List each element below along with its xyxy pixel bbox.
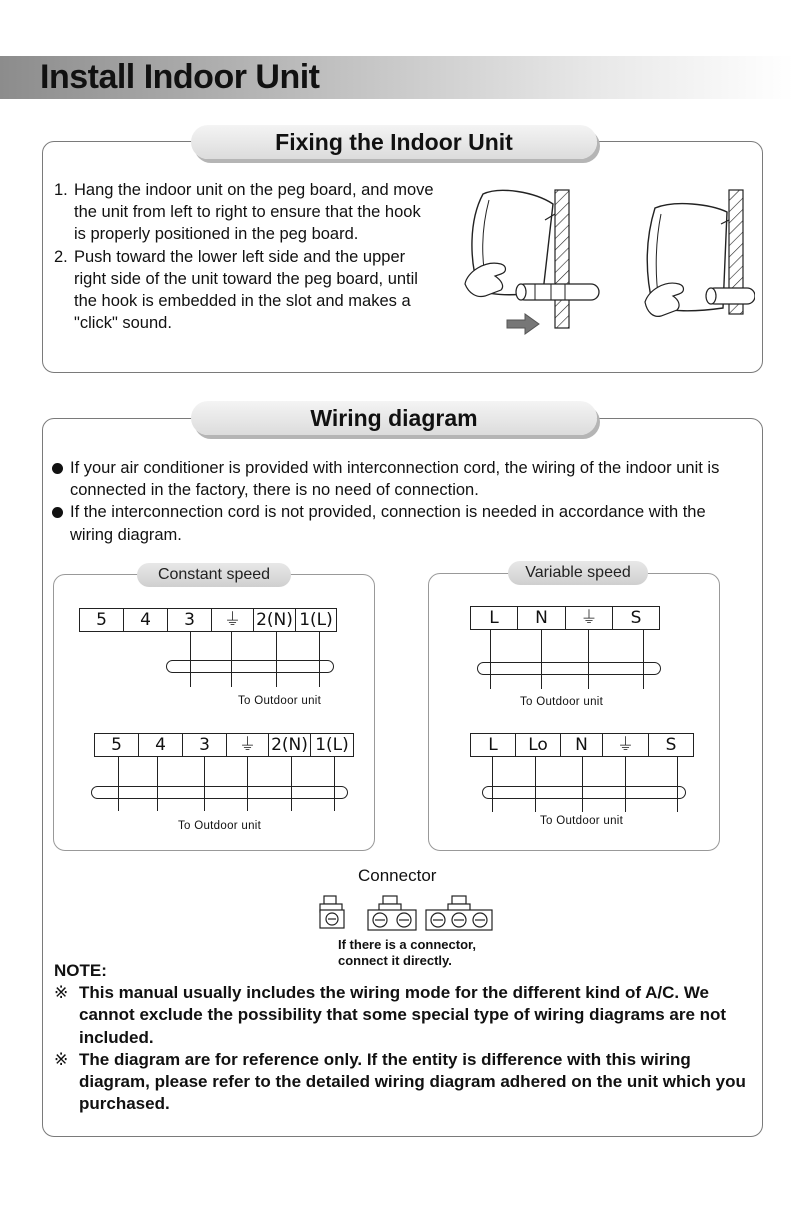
terminal-3: 3: [168, 609, 212, 631]
terminal-2n: 2(N): [269, 734, 311, 756]
installation-illustration: [455, 180, 755, 340]
terminal-block-constant-2: [94, 733, 354, 757]
bullet-dot: [52, 507, 63, 518]
unit-illustration-right: [645, 190, 755, 316]
single-connector-icon: [320, 896, 344, 928]
wire: [247, 757, 248, 811]
double-connector-icon: [368, 896, 416, 930]
step-item: [54, 246, 434, 335]
note-heading: NOTE:: [54, 961, 107, 980]
wire: [582, 757, 583, 812]
outdoor-unit-caption: To Outdoor unit: [520, 696, 604, 708]
step-number: 2.: [54, 247, 68, 266]
constant-speed-label: Constant speed: [137, 563, 291, 587]
wire: [334, 757, 335, 811]
wire: [276, 632, 277, 687]
wire: [231, 632, 232, 687]
terminal-n: N: [518, 607, 566, 629]
connector-note-line: connect it directly.: [338, 953, 452, 968]
note-text: The diagram are for reference only. If the entity is difference with this wiring diagram, please refer to the detailed wiring diagram adhered on the unit which you purchased.: [79, 1049, 746, 1114]
connector-note-line: If there is a connector,: [338, 937, 476, 952]
note-item: [54, 1049, 754, 1116]
wire: [190, 632, 191, 687]
wire: [535, 757, 536, 812]
wire-harness: [477, 662, 661, 675]
terminal-l: L: [471, 734, 516, 756]
wire: [291, 757, 292, 811]
fixing-heading: Fixing the Indoor Unit: [191, 125, 597, 159]
bullet-text: If your air conditioner is provided with interconnection cord, the wiring of the indoor unit is connected in the factory, there is no need of connection.: [70, 459, 720, 500]
wire: [643, 630, 644, 689]
wire: [490, 630, 491, 689]
terminal-1l: 1(L): [299, 610, 333, 630]
reference-mark-icon: ※: [54, 983, 69, 1004]
wire: [319, 632, 320, 687]
terminal-4: 4: [124, 609, 168, 631]
terminal-4: 4: [139, 734, 183, 756]
wiring-heading: Wiring diagram: [191, 401, 597, 435]
ground-terminal-icon: ⏚: [212, 609, 254, 631]
wire: [157, 757, 158, 811]
wire-harness: [482, 786, 686, 799]
bullet-dot: [52, 463, 63, 474]
terminal-2n: 2(N): [254, 609, 296, 631]
wire-harness: [91, 786, 348, 799]
terminal-3: 3: [183, 734, 227, 756]
terminal-5: 5: [80, 609, 124, 631]
reference-mark-icon: ※: [54, 1049, 69, 1070]
bullet-item: [52, 457, 752, 501]
terminal-5: 5: [95, 734, 139, 756]
terminal-s: S: [630, 608, 642, 628]
terminal-n: N: [561, 734, 603, 756]
wire: [541, 630, 542, 689]
notes: [54, 960, 754, 1115]
variable-speed-label: Variable speed: [508, 561, 648, 585]
wire: [204, 757, 205, 811]
fixing-steps: [54, 179, 434, 334]
wire: [677, 757, 678, 812]
wiring-bullets: [52, 457, 752, 546]
wire: [492, 757, 493, 812]
step-text: Push toward the lower left side and the upper right side of the unit toward the peg board, until the hook is embedded in the slot and makes a "click" sound.: [74, 247, 418, 333]
bullet-text: If the interconnection cord is not provided, connection is needed in accordance with the wiring diagram.: [70, 503, 706, 544]
connector-title: Connector: [358, 866, 437, 885]
terminal-block-variable-1: [470, 606, 660, 630]
ground-terminal-icon: ⏚: [566, 607, 613, 629]
outdoor-unit-caption: To Outdoor unit: [238, 695, 322, 707]
step-number: 1.: [54, 181, 68, 199]
step-text: Hang the indoor unit on the peg board, and move the unit from left to right to ensure that the hook is properly positioned in the peg board.: [74, 181, 434, 244]
terminal-block-variable-2: [470, 733, 694, 757]
ground-terminal-icon: ⏚: [603, 734, 649, 756]
bullet-item: [52, 501, 752, 545]
terminal-lo: Lo: [516, 734, 561, 756]
wire: [118, 757, 119, 811]
wire: [588, 630, 589, 689]
outdoor-unit-caption: To Outdoor unit: [178, 820, 262, 832]
connector-icons: [316, 892, 496, 934]
ground-terminal-icon: ⏚: [227, 734, 269, 756]
title-bar: [0, 56, 794, 99]
outdoor-unit-caption: To Outdoor unit: [540, 815, 624, 827]
wire: [625, 757, 626, 812]
terminal-block-constant-1: [79, 608, 337, 632]
unit-illustration-left: [465, 190, 599, 334]
terminal-l: L: [471, 607, 518, 629]
note-text: This manual usually includes the wiring mode for the different kind of A/C. We cannot exclude the possibility that some special type of wiring diagrams are not included.: [79, 983, 727, 1047]
note-item: [54, 982, 754, 1049]
page-title: Install Indoor Unit: [40, 58, 320, 96]
triple-connector-icon: [426, 896, 492, 930]
terminal-s: S: [665, 735, 677, 755]
terminal-1l: 1(L): [315, 735, 349, 755]
step-item: [54, 179, 434, 246]
